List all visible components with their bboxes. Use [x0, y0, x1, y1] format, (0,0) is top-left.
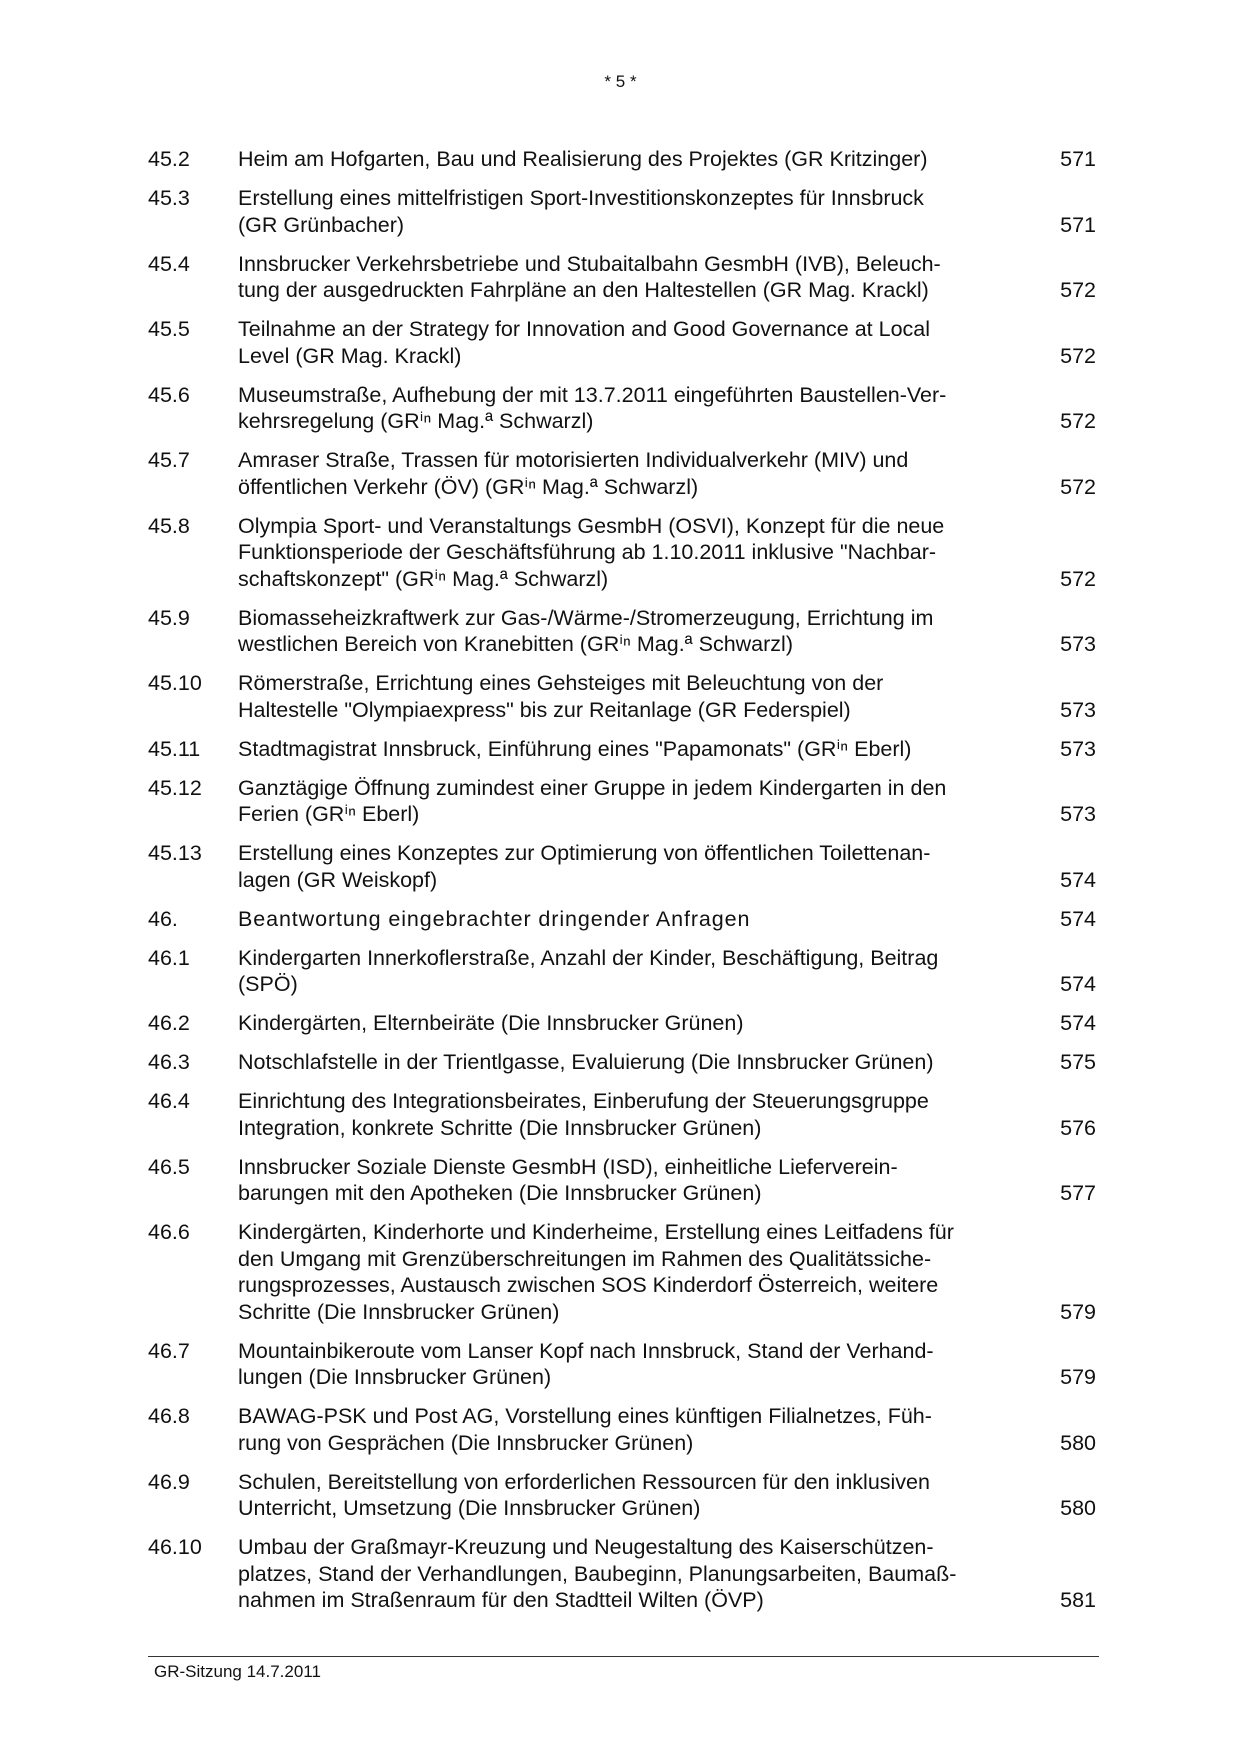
toc-entry: [148, 1049, 1098, 1076]
toc-entry: [148, 316, 1098, 369]
toc-entry-page: 580: [1060, 1430, 1096, 1455]
toc-entry-number: 46.4: [148, 1089, 190, 1113]
toc-entry: [148, 840, 1098, 893]
toc-entry-page: 572: [1060, 343, 1096, 368]
toc-entry-title: Erstellung eines mittelfristigen Sport-Investitionskonzeptes für Innsbruck (GR Grünbacher): [238, 186, 924, 237]
toc-entry: [148, 1534, 1098, 1614]
toc-entry-number: 46.8: [148, 1404, 190, 1428]
toc-entry-page: 576: [1060, 1115, 1096, 1140]
toc-entry-title: Teilnahme an der Strategy for Innovation and Good Governance at Local Level (GR Mag. Krackl): [238, 317, 931, 368]
toc-entry: [148, 775, 1098, 828]
toc-entry-title: Einrichtung des Integrationsbeirates, Einberufung der Steuerungsgruppe Integration, konkrete Schritte (Die Innsbrucker Grünen): [238, 1089, 929, 1140]
footer-text: GR-Sitzung 14.7.2011: [154, 1662, 321, 1681]
toc-entry-page: 575: [1060, 1050, 1096, 1074]
toc-entry-number: 46.7: [148, 1338, 190, 1363]
toc-entry-title: Römerstraße, Errichtung eines Gehsteiges mit Beleuchtung von der Haltestelle "Olympiaexpress" bis zur Reitanlage (GR Federspiel): [238, 671, 884, 722]
toc-entry-page: 574: [1060, 867, 1096, 892]
toc-entry-page: 572: [1060, 566, 1096, 591]
page-number: * 5 *: [604, 72, 637, 91]
toc-entry-number: 46.10: [148, 1535, 202, 1559]
toc-entry-title: Innsbrucker Verkehrsbetriebe und Stubaitalbahn GesmbH (IVB), Beleuch- tung der ausgedruckten Fahrpläne an den Haltestellen (GR Mag. Krackl): [238, 251, 941, 302]
toc-entry-title: Umbau der Graßmayr-Kreuzung und Neugestaltung des Kaiserschützen- platzes, Stand der Verhandlungen, Baubeginn, Planungsarbeiten, Baumaß- nahmen im Straßenraum für den Stadtteil Wilten (ÖVP): [238, 1535, 957, 1612]
toc-entry: [148, 146, 1098, 173]
toc-entry-title: Museumstraße, Aufhebung der mit 13.7.2011 eingeführten Baustellen-Ver- kehrsregelung (GRⁱⁿ Mag.ª Schwarzl): [238, 382, 947, 433]
toc-entry-title: Stadtmagistrat Innsbruck, Einführung eines "Papamonats" (GRⁱⁿ Eberl): [238, 736, 912, 761]
toc-entry-number: 45.9: [148, 605, 190, 630]
toc-entry: [148, 906, 1098, 933]
table-of-contents: [148, 146, 1098, 1626]
toc-entry-number: 46.6: [148, 1220, 190, 1244]
toc-entry-title: Olympia Sport- und Veranstaltungs GesmbH (OSVI), Konzept für die neue Funktionsperiode der Geschäftsführung ab 1.10.2011 inklusive "Nachbar- schaftskonzept" (GRⁱⁿ Mag.ª Schwarzl): [238, 513, 945, 591]
toc-entry: [148, 1088, 1098, 1141]
toc-entry-page: 579: [1060, 1365, 1096, 1389]
toc-entry-page: 572: [1060, 474, 1096, 499]
toc-entry-page: 573: [1060, 697, 1096, 722]
toc-entry-page: 581: [1060, 1588, 1096, 1612]
toc-entry-page: 572: [1060, 409, 1096, 433]
toc-entry-title: Kindergärten, Kinderhorte und Kinderheime, Erstellung eines Leitfadens für den Umgang mit Grenzüberschreitungen im Rahmen des Qualitätssiche- rungsprozesses, Austausch zwischen SOS Kinderdorf Österreich, weitere Schritte (Die Innsbrucker Grünen): [238, 1220, 954, 1324]
toc-entry-number: 45.6: [148, 382, 190, 407]
toc-entry-page: 573: [1060, 802, 1096, 826]
toc-entry-title: Heim am Hofgarten, Bau und Realisierung des Projektes (GR Kritzinger): [238, 147, 928, 171]
toc-entry-page: 574: [1060, 972, 1096, 996]
toc-entry-number: 45.7: [148, 448, 190, 472]
toc-entry-page: 571: [1060, 147, 1096, 171]
toc-entry-number: 45.13: [148, 841, 202, 865]
footer-divider: [148, 1656, 1099, 1657]
toc-entry: [148, 382, 1098, 435]
toc-entry: [148, 605, 1098, 658]
toc-entry-number: 45.4: [148, 251, 190, 276]
toc-entry-title: BAWAG-PSK und Post AG, Vorstellung eines künftigen Filialnetzes, Füh- rung von Gesprächen (Die Innsbrucker Grünen): [238, 1404, 932, 1455]
toc-entry: [148, 513, 1098, 593]
toc-entry: [148, 1010, 1098, 1037]
toc-entry-title: Beantwortung eingebrachter dringender Anfragen: [238, 906, 751, 931]
toc-entry-number: 45.5: [148, 317, 190, 341]
toc-entry-page: 571: [1060, 212, 1096, 237]
toc-entry-number: 45.12: [148, 775, 202, 800]
toc-entry-page: 572: [1060, 278, 1096, 302]
toc-entry-title: Mountainbikeroute vom Lanser Kopf nach Innsbruck, Stand der Verhand- lungen (Die Innsbrucker Grünen): [238, 1338, 934, 1389]
toc-entry-number: 46.1: [148, 945, 190, 970]
toc-entry: [148, 1338, 1098, 1391]
toc-entry-page: 579: [1060, 1299, 1096, 1324]
toc-entry-title: Amraser Straße, Trassen für motorisierten Individualverkehr (MIV) und öffentlichen Verkehr (ÖV) (GRⁱⁿ Mag.ª Schwarzl): [238, 448, 909, 499]
toc-entry-title: Kindergärten, Elternbeiräte (Die Innsbrucker Grünen): [238, 1011, 744, 1035]
toc-entry: [148, 1403, 1098, 1456]
toc-entry-title: Ganztägige Öffnung zumindest einer Gruppe in jedem Kindergarten in den Ferien (GRⁱⁿ Eberl): [238, 775, 947, 826]
toc-entry: [148, 1154, 1098, 1207]
toc-entry-number: 45.8: [148, 513, 190, 538]
toc-entry: [148, 1219, 1098, 1325]
toc-entry-number: 45.11: [148, 736, 201, 761]
toc-entry-page: 577: [1060, 1181, 1096, 1205]
toc-entry-number: 46.9: [148, 1469, 190, 1494]
toc-entry-page: 574: [1060, 906, 1096, 931]
toc-entry: [148, 185, 1098, 238]
toc-entry-title: Kindergarten Innerkoflerstraße, Anzahl der Kinder, Beschäftigung, Beitrag (SPÖ): [238, 945, 939, 996]
toc-entry-title: Notschlafstelle in der Trientlgasse, Evaluierung (Die Innsbrucker Grünen): [238, 1050, 934, 1074]
toc-entry: [148, 1469, 1098, 1522]
toc-entry-number: 46.2: [148, 1011, 190, 1035]
toc-entry-page: 573: [1060, 736, 1096, 761]
toc-entry: [148, 736, 1098, 763]
toc-entry: [148, 447, 1098, 500]
toc-entry-page: 573: [1060, 632, 1096, 656]
toc-entry: [148, 251, 1098, 304]
toc-entry-title: Erstellung eines Konzeptes zur Optimierung von öffentlichen Toilettenan- lagen (GR Weiskopf): [238, 841, 931, 892]
toc-entry-page: 574: [1060, 1011, 1096, 1035]
toc-entry-title: Biomasseheizkraftwerk zur Gas-/Wärme-/Stromerzeugung, Errichtung im westlichen Bereich von Kranebitten (GRⁱⁿ Mag.ª Schwarzl): [238, 605, 934, 656]
toc-entry-number: 45.2: [148, 147, 190, 171]
toc-entry-number: 46.3: [148, 1050, 190, 1074]
toc-entry-number: 45.10: [148, 671, 202, 695]
toc-entry-title: Innsbrucker Soziale Dienste GesmbH (ISD), einheitliche Lieferverein- barungen mit den Apotheken (Die Innsbrucker Grünen): [238, 1154, 898, 1205]
toc-entry-number: 45.3: [148, 186, 190, 210]
toc-entry: [148, 670, 1098, 723]
toc-entry: [148, 945, 1098, 998]
toc-entry-title: Schulen, Bereitstellung von erforderlichen Ressourcen für den inklusiven Unterricht, Umsetzung (Die Innsbrucker Grünen): [238, 1469, 930, 1520]
toc-entry-page: 580: [1060, 1496, 1096, 1520]
toc-entry-number: 46.: [148, 906, 178, 931]
toc-entry-number: 46.5: [148, 1154, 190, 1179]
